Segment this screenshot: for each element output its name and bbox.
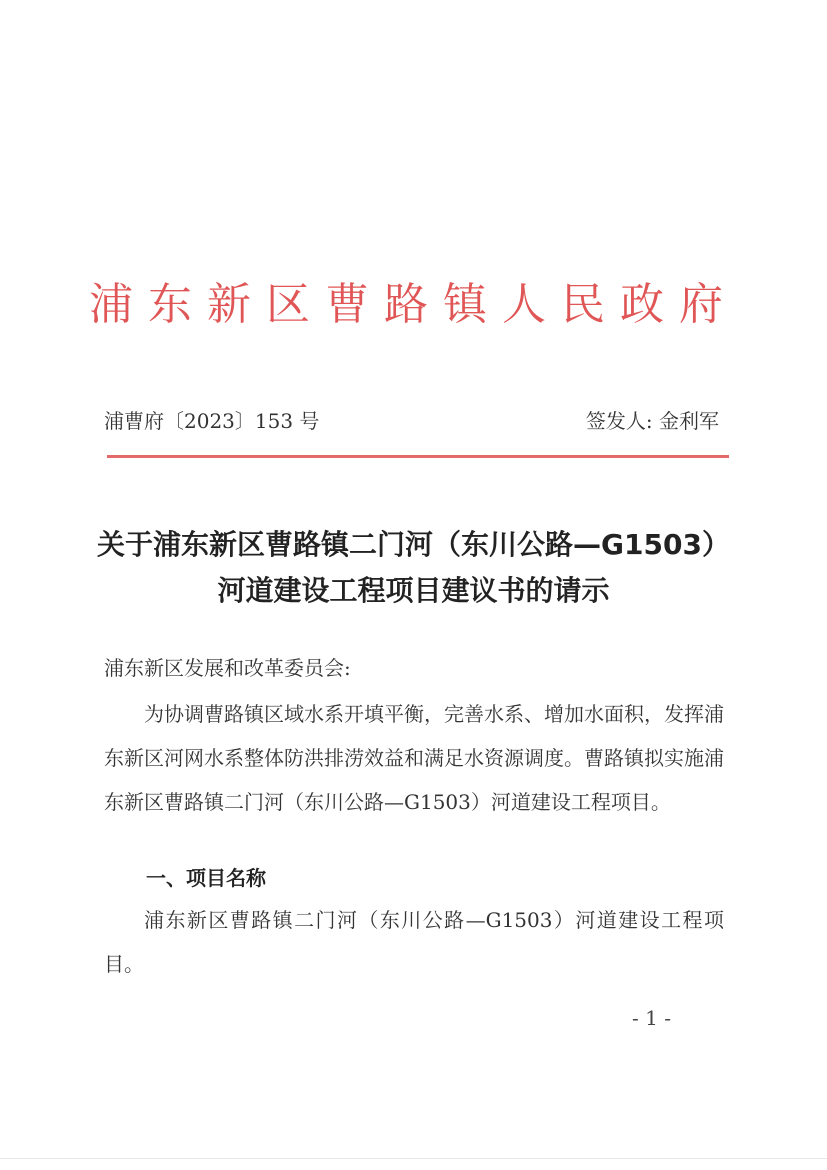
body-paragraph-1: 为协调曹路镇区域水系开填平衡，完善水系、增加水面积，发挥浦东新区河网水系整体防洪排涝效益和满足水资源调度。曹路镇拟实施浦东新区曹路镇二门河（东川公路—G1503）河道建设工程项目。	[104, 702, 724, 814]
document-title-line-2: 河道建设工程项目建议书的请示	[217, 574, 610, 607]
section-heading-project-name: 一、项目名称	[146, 866, 266, 890]
page-number: - 1 -	[632, 1006, 671, 1030]
document-number: 浦曹府〔2023〕153 号	[104, 409, 320, 433]
issuing-authority-title: 浦东新区曹路镇人民政府	[89, 279, 738, 330]
addressee: 浦东新区发展和改革委员会:	[104, 656, 351, 680]
body-paragraph-2: 浦东新区曹路镇二门河（东川公路—G1503）河道建设工程项目。	[104, 908, 724, 976]
red-divider-line	[107, 455, 729, 458]
signer: 签发人: 金利军	[585, 409, 719, 433]
scan-edge-line	[0, 1158, 827, 1159]
document-title	[0, 522, 827, 614]
document-title-line-1: 关于浦东新区曹路镇二门河（东川公路—G1503）	[97, 528, 730, 561]
